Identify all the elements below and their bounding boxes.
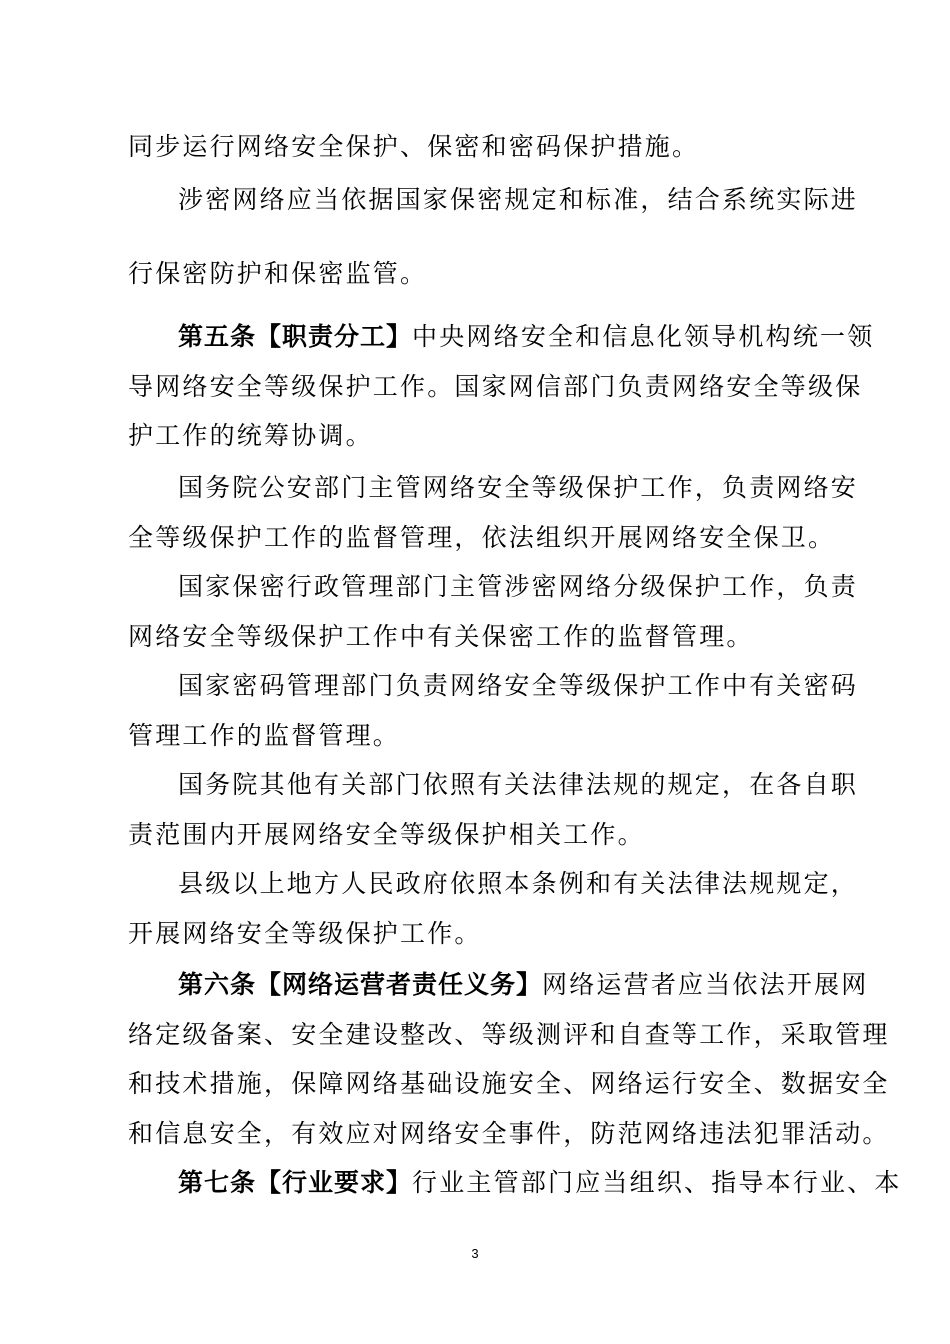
text-line: 县级以上地方人民政府依照本条例和有关法律法规规定， <box>178 869 859 898</box>
text-line: 开展网络安全等级保护工作。 <box>128 919 482 948</box>
article-text: 中央网络安全和信息化领导机构统一领 <box>412 322 875 351</box>
article-7-line <box>178 1166 902 1200</box>
article-text: 网络运营者应当依法开展网 <box>542 970 869 999</box>
article-6-line <box>178 968 869 1002</box>
text-line: 涉密网络应当依据国家保密规定和标准，结合系统实际进 <box>178 185 859 214</box>
text-line: 管理工作的监督管理。 <box>128 721 401 750</box>
text-line: 和技术措施，保障网络基础设施安全、网络运行安全、数据安全 <box>128 1069 890 1098</box>
article-5-line <box>178 320 875 354</box>
text-line: 国家密码管理部门负责网络安全等级保护工作中有关密码 <box>178 671 859 700</box>
article-text: 行业主管部门应当组织、指导本行业、本 <box>412 1168 902 1197</box>
text-line: 和信息安全，有效应对网络安全事件，防范网络违法犯罪活动。 <box>128 1119 890 1148</box>
article-heading: 第五条【职责分工】 <box>178 322 413 351</box>
article-heading: 第七条【行业要求】 <box>178 1168 413 1197</box>
text-line: 全等级保护工作的监督管理，依法组织开展网络安全保卫。 <box>128 523 836 552</box>
text-line: 导网络安全等级保护工作。国家网信部门负责网络安全等级保 <box>128 372 863 401</box>
text-line: 同步运行网络安全保护、保密和密码保护措施。 <box>128 132 700 161</box>
text-line: 国务院其他有关部门依照有关法律法规的规定，在各自职 <box>178 770 859 799</box>
text-line: 行保密防护和保密监管。 <box>128 259 428 288</box>
text-line: 网络安全等级保护工作中有关保密工作的监督管理。 <box>128 622 754 651</box>
page-number: 3 <box>471 1246 479 1261</box>
text-line: 络定级备案、安全建设整改、等级测评和自查等工作，采取管理 <box>128 1020 890 1049</box>
text-line: 国家保密行政管理部门主管涉密网络分级保护工作，负责 <box>178 572 859 601</box>
text-line: 责范围内开展网络安全等级保护相关工作。 <box>128 820 645 849</box>
text-line: 国务院公安部门主管网络安全等级保护工作，负责网络安 <box>178 473 859 502</box>
article-heading: 第六条【网络运营者责任义务】 <box>178 970 543 999</box>
text-line: 护工作的统筹协调。 <box>128 421 373 450</box>
